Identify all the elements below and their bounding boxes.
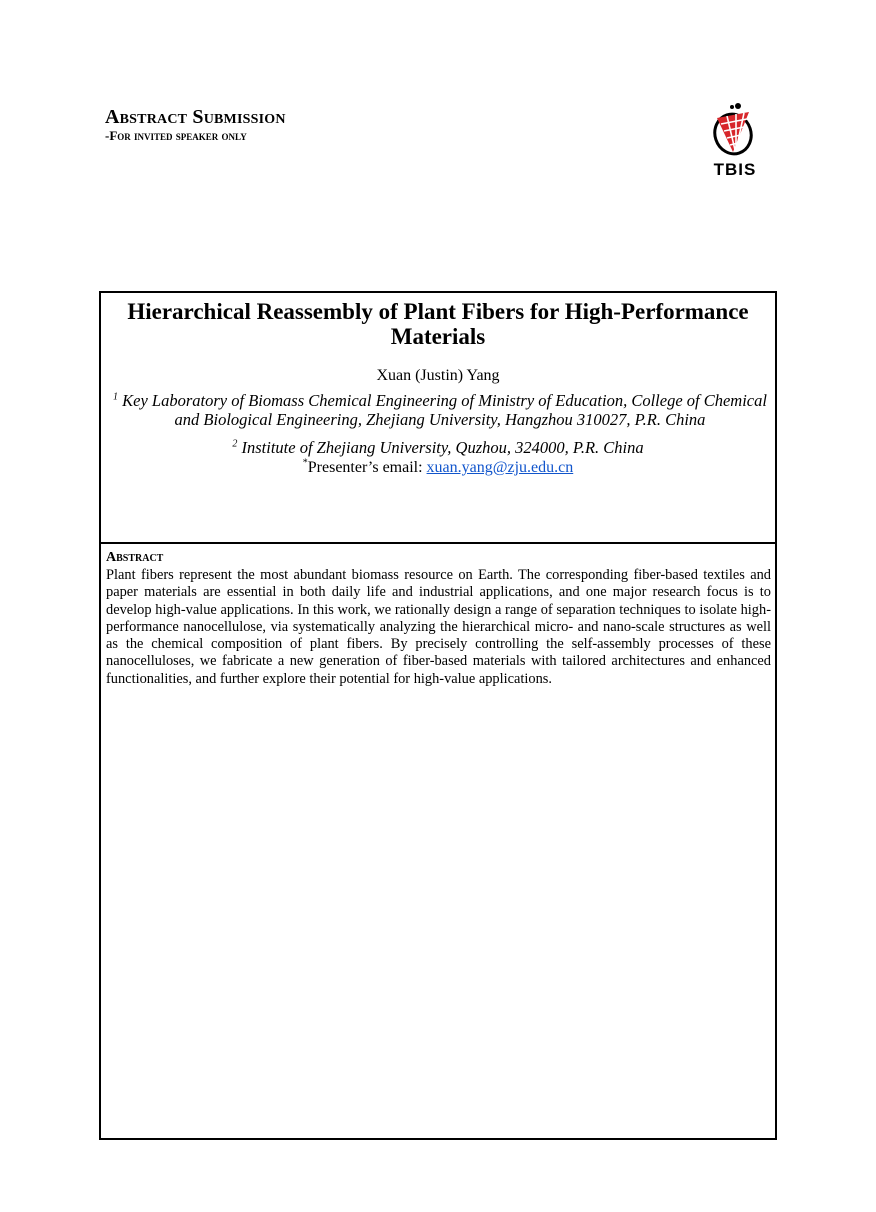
email-label: Presenter’s email: xyxy=(307,459,427,476)
affiliation-2-mark: 2 xyxy=(232,438,238,450)
email-link[interactable]: xuan.yang@zju.edu.cn xyxy=(426,459,574,476)
affiliation-2 xyxy=(101,439,775,457)
affiliation-1-text: Key Laboratory of Biomass Chemical Engineering of Ministry of Education, College of Chemical and Biological Engineering, Zhejiang University, Hangzhou 310027, P.R. China xyxy=(122,391,767,429)
tbis-logo-icon xyxy=(703,100,767,182)
abstract-heading: Abstract xyxy=(106,550,164,565)
author-name: Xuan (Justin) Yang xyxy=(376,367,500,384)
paper-title: Hierarchical Reassembly of Plant Fibers for High-Performance Materials xyxy=(127,299,749,349)
paper-header-box xyxy=(99,291,777,544)
submission-title: Abstract Submission xyxy=(105,106,286,128)
presenter-mark: * xyxy=(302,457,308,469)
presenter-email-line xyxy=(101,459,775,477)
logo-text: TBIS xyxy=(713,160,757,179)
abstract-box xyxy=(99,542,777,1140)
submission-subtitle: -For invited speaker only xyxy=(105,128,247,143)
affiliation-1-mark: 1 xyxy=(113,391,119,403)
affiliation-1 xyxy=(111,391,769,429)
abstract-text: Plant fibers represent the most abundant biomass resource on Earth. The corresponding fiber-based textiles and paper materials are essential in both daily life and industrial applications, and one major research focus is to develop high-value applications. In this work, we rationally design a range of separation techniques to isolate high-performance nanocellulose, via systematically analyzing the hierarchical micro- and nano-scale structures as well as the chemical composition of plant fibers. By precisely controlling the self-assembly processes of these nanocelluloses, we fabricate a new generation of fiber-based materials with tailored architectures and enhanced functionalities, and further explore their potential for high-value applications. xyxy=(106,567,771,687)
affiliation-2-text: Institute of Zhejiang University, Quzhou, 324000, P.R. China xyxy=(241,438,644,457)
